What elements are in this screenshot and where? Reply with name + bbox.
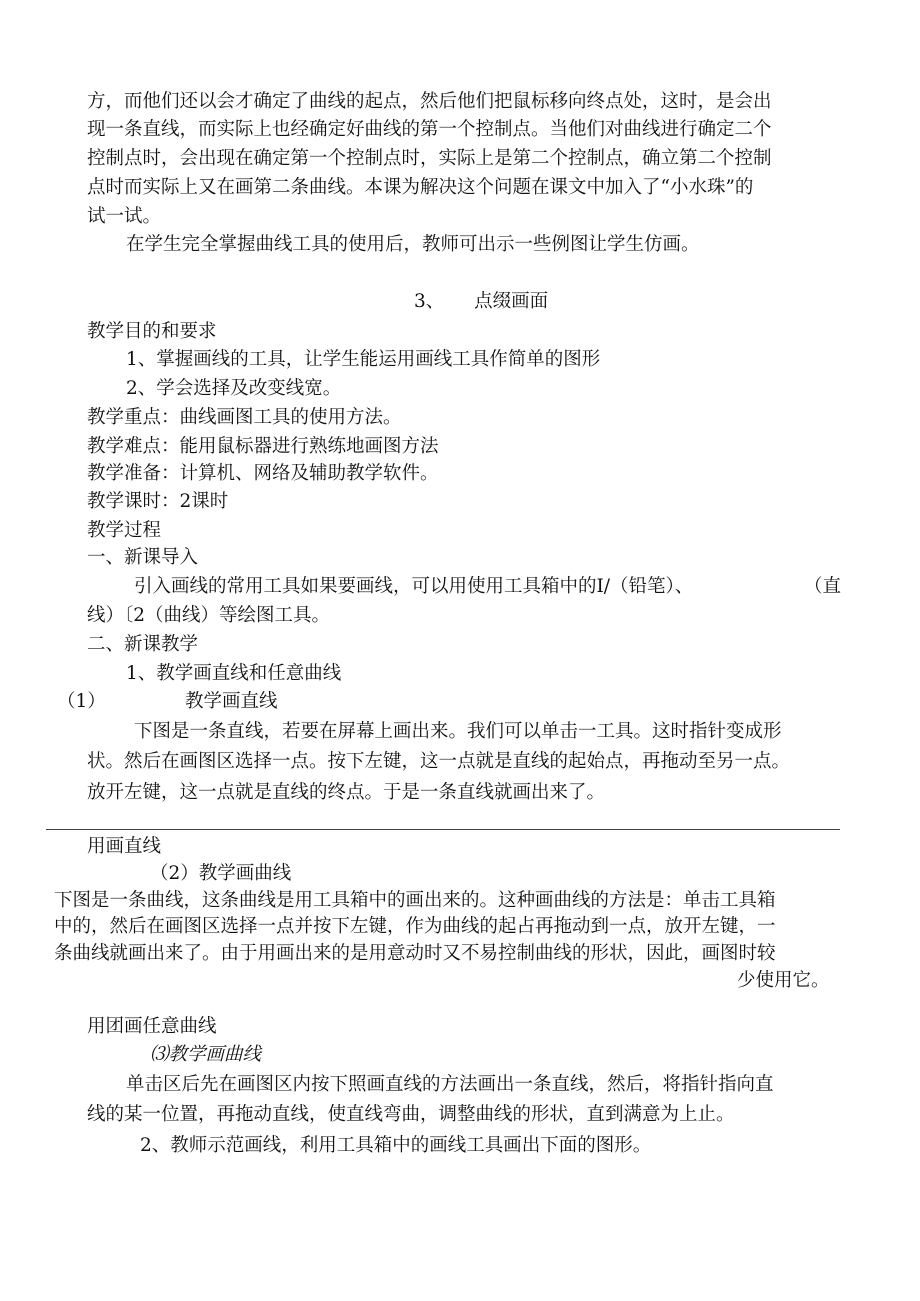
section1-line-1: 引入画线的常用工具如果要画线，可以用使用工具箱中的I/（铅笔）、 bbox=[134, 576, 694, 597]
item2-line-1: 下图是一条曲线，这条曲线是用工具箱中的画出来的。这种画曲线的方法是：单击工具箱 bbox=[54, 890, 776, 911]
intro-line-5: 试一试。 bbox=[87, 206, 162, 227]
intro-line-4: 点时而实际上又在画第二条曲线。本课为解决这个问题在课文中加入了“小水珠”的 bbox=[87, 177, 754, 198]
item1-title: 教学画直线 bbox=[185, 691, 278, 712]
item3-number: ⑶ bbox=[150, 1044, 169, 1065]
goal-item-1: 1、掌握画线的工具，让学生能运用画线工具作简单的图形 bbox=[126, 349, 601, 370]
item1-line-2: 状。然后在画图区选择一点。按下左键，这一点就是直线的起始点，再拖动至另一点。 bbox=[87, 751, 791, 772]
key-point: 教学重点：曲线画图工具的使用方法。 bbox=[87, 407, 402, 428]
section1-line-2: 线）〔2（曲线）等绘图工具。 bbox=[87, 605, 331, 626]
section2-heading: 二、新课教学 bbox=[87, 634, 199, 655]
lesson-title: 点缀画面 bbox=[474, 291, 549, 312]
section2-sub-2: 2、教师示范画线，利用工具箱中的画线工具画出下面的图形。 bbox=[140, 1135, 652, 1156]
goal-item-2: 2、学会选择及改变线宽。 bbox=[126, 378, 342, 399]
intro-line-3: 控制点时，会出现在确定第一个控制点时，实际上是第二个控制点，确立第二个控制 bbox=[87, 148, 772, 169]
item3-heading bbox=[150, 1043, 261, 1067]
item1-line-1: 下图是一条直线，若要在屏幕上画出来。我们可以单击一工具。这时指针变成形 bbox=[134, 721, 782, 742]
caption-free-curve: 用团画任意曲线 bbox=[87, 1016, 217, 1037]
preparation: 教学准备：计算机、网络及辅助教学软件。 bbox=[87, 463, 439, 484]
process-heading: 教学过程 bbox=[87, 520, 162, 541]
section2-sub-1: 1、教学画直线和任意曲线 bbox=[126, 663, 342, 684]
goals-heading: 教学目的和要求 bbox=[87, 321, 217, 342]
section1-line-1-tail: （直 bbox=[804, 576, 842, 597]
item2-line-3: 条曲线就画出来了。由于用画出来的是用意动时又不易控制曲线的形状，因此，画图时较 bbox=[54, 943, 776, 964]
item2-end: 少使用它。 bbox=[737, 970, 830, 991]
item1-number: （1） bbox=[57, 691, 106, 712]
lesson-heading bbox=[414, 290, 548, 314]
horizontal-divider bbox=[46, 829, 840, 830]
intro-line-2: 现一条直线，而实际上也经确定好曲线的第一个控制点。当他们对曲线进行确定二个 bbox=[87, 119, 772, 140]
item2-title: （2）教学画曲线 bbox=[150, 863, 292, 884]
class-hours: 教学课时：2课时 bbox=[87, 491, 229, 512]
item2-line-2: 中的，然后在画图区选择一点并按下左键，作为曲线的起占再拖动到一点，放开左键，一 bbox=[54, 916, 776, 937]
item3-title: 教学画曲线 bbox=[168, 1044, 262, 1065]
intro-closing: 在学生完全掌握曲线工具的使用后，教师可出示一些例图让学生仿画。 bbox=[126, 234, 700, 255]
caption-straight-line: 用画直线 bbox=[87, 836, 162, 857]
item1-line-3: 放开左键，这一点就是直线的终点。于是一条直线就画出来了。 bbox=[87, 782, 606, 803]
intro-line-1: 方，而他们还以会才确定了曲线的起点，然后他们把鼠标移向终点处，这时，是会出 bbox=[87, 91, 772, 112]
item3-line-2: 线的某一位置，再拖动直线，使直线弯曲，调整曲线的形状，直到满意为上止。 bbox=[87, 1104, 735, 1125]
difficulty: 教学难点：能用鼠标器进行熟练地画图方法 bbox=[87, 436, 439, 457]
item3-line-1: 单击区后先在画图区内按下照画直线的方法画出一条直线，然后，将指针指向直 bbox=[126, 1074, 774, 1095]
section1-heading: 一、新课导入 bbox=[87, 547, 199, 568]
lesson-number: 3、 bbox=[414, 291, 445, 312]
